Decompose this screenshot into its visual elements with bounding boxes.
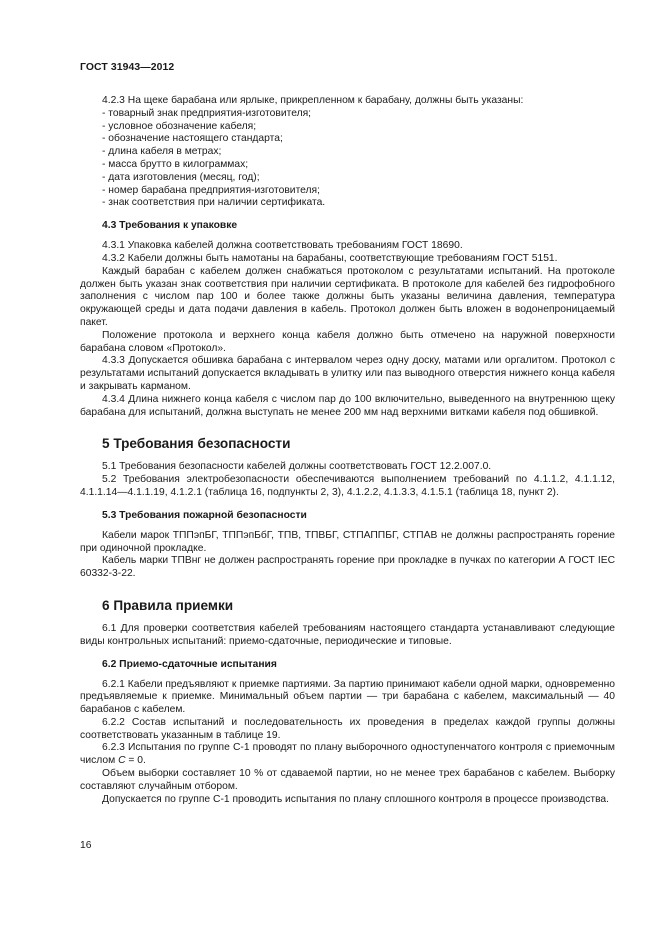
paragraph-6-2-3-text: 6.2.3 Испытания по группе С-1 проводят по плану выборочного одноступенчатого контроля с приемочным числом: [80, 742, 615, 767]
paragraph-protocol: Каждый барабан с кабелем должен снабжаться протоколом с результатами испытаний. На протоколе должен быть указан знак соответствия при наличии сертификата. В протоколе для кабелей без гидрофобного заполнения с числом пар 100 и более также должны быть указаны величина давления, температура окружающей среды и дата подачи давления в кабель. Протокол должен быть вложен в водонепроницаемый пакет.: [80, 265, 615, 328]
paragraph-5-2: 5.2 Требования электробезопасности обеспечиваются выполнением требований по 4.1.1.2, 4.1.1.12, 4.1.1.14—4.1.1.19, 4.1.2.1 (таблица 16, подпункты 2, 3), 4.1.2.2, 4.1.3.3, 4.1.5.1 (таблица 18, пункт 2).: [80, 474, 615, 498]
subsection-title-5-3: 5.3 Требования пожарной безопасности: [102, 509, 307, 521]
list-item: - условное обозначение кабеля;: [102, 120, 257, 132]
section-title-6: 6 Правила приемки: [102, 597, 234, 613]
section-4-3: [80, 220, 615, 419]
list-item: - масса брутто в килограммах;: [102, 158, 249, 170]
paragraph-6-2-3-tail: = 0.: [125, 755, 146, 767]
section-4-2-3: [80, 95, 615, 210]
paragraph-protocol-position: Положение протокола и верхнего конца кабеля должно быть отмечено на наружной поверхности барабана словом «Протокол».: [80, 329, 615, 354]
section-title-5: 5 Требования безопасности: [102, 436, 291, 452]
document-page: [80, 62, 615, 806]
list-item: - товарный знак предприятия-изготовителя;: [102, 107, 312, 119]
paragraph-6-2-2: 6.2.2 Состав испытаний и последовательность их проведения в пределах каждой группы должны соответствовать указанным в таблице 19.: [80, 716, 615, 741]
paragraph-4-3-3: 4.3.3 Допускается обшивка барабана с интервалом через одну доску, матами или оргалитом. Протокол с результатами испытаний допускается вкладывать в улитку или паз выводного отверстия нижнего конца кабеля и закрывать карманом.: [80, 355, 615, 392]
subsection-title-4-3: 4.3 Требования к упаковке: [102, 220, 238, 232]
list-item: - знак соответствия при наличии сертификата.: [102, 197, 326, 209]
paragraph-continuous-control: Допускается по группе С-1 проводить испытания по плану сплошного контроля в процессе производства.: [102, 793, 610, 805]
list-item: - обозначение настоящего стандарта;: [102, 133, 283, 145]
paragraph-sample-size: Объем выборки составляет 10 % от сдаваемой партии, но не менее трех барабанов с кабелем. Выборку составляют случайным отбором.: [80, 768, 615, 792]
list-item: - длина кабеля в метрах;: [102, 146, 222, 158]
paragraph-4-2-3-intro: 4.2.3 На щеке барабана или ярлыке, прикрепленном к барабану, должны быть указаны:: [102, 95, 524, 106]
list-item: - номер барабана предприятия-изготовителя;: [102, 184, 320, 196]
page-number: 16: [80, 840, 92, 851]
paragraph-6-1: 6.1 Для проверки соответствия кабелей требованиям настоящего стандарта устанавливают следующие виды контрольных испытаний: приемо-сдаточные, периодические и типовые.: [80, 622, 615, 647]
section-5: [80, 436, 615, 581]
document-header: ГОСТ 31943—2012: [80, 62, 175, 73]
paragraph-4-3-2: 4.3.2 Кабели должны быть намотаны на барабаны, соответствующие требованиям ГОСТ 5151.: [102, 252, 558, 264]
paragraph-5-1: 5.1 Требования безопасности кабелей должны соответствовать ГОСТ 12.2.007.0.: [102, 461, 492, 473]
paragraph-5-3-cables: Кабели марок ТППэпБГ, ТППэпБбГ, ТПВ, ТПВБГ, СТПАППБГ, СТПАВ не должны распространять горение при одиночной прокладке.: [80, 529, 615, 554]
paragraph-4-3-1: 4.3.1 Упаковка кабелей должна соответствовать требованиям ГОСТ 18690.: [102, 240, 463, 252]
paragraph-5-3-tpvng: Кабель марки ТПВнг не должен распространять горение при прокладке в пучках по категории А ГОСТ IEC 60332-3-22.: [80, 555, 615, 580]
list-item: - дата изготовления (месяц, год);: [102, 171, 260, 183]
subsection-title-6-2: 6.2 Приемо-сдаточные испытания: [102, 658, 277, 670]
paragraph-4-3-4: 4.3.4 Длина нижнего конца кабеля с числом пар до 100 включительно, выведенного на внутреннюю щеку барабана для испытаний, должна выступать не менее 200 мм над верхними витками кабеля под обшивкой.: [80, 393, 615, 418]
acceptance-number-symbol: С: [118, 755, 126, 767]
paragraph-6-2-1: 6.2.1 Кабели предъявляют к приемке партиями. За партию принимают кабели одной марки, одновременно предъявляемые к приемке. Минимальный объем партии — три барабана с кабелем, максимальный — 40 барабанов с кабелем.: [80, 678, 615, 716]
section-6: [80, 598, 615, 807]
paragraph-6-2-3: [80, 742, 615, 768]
